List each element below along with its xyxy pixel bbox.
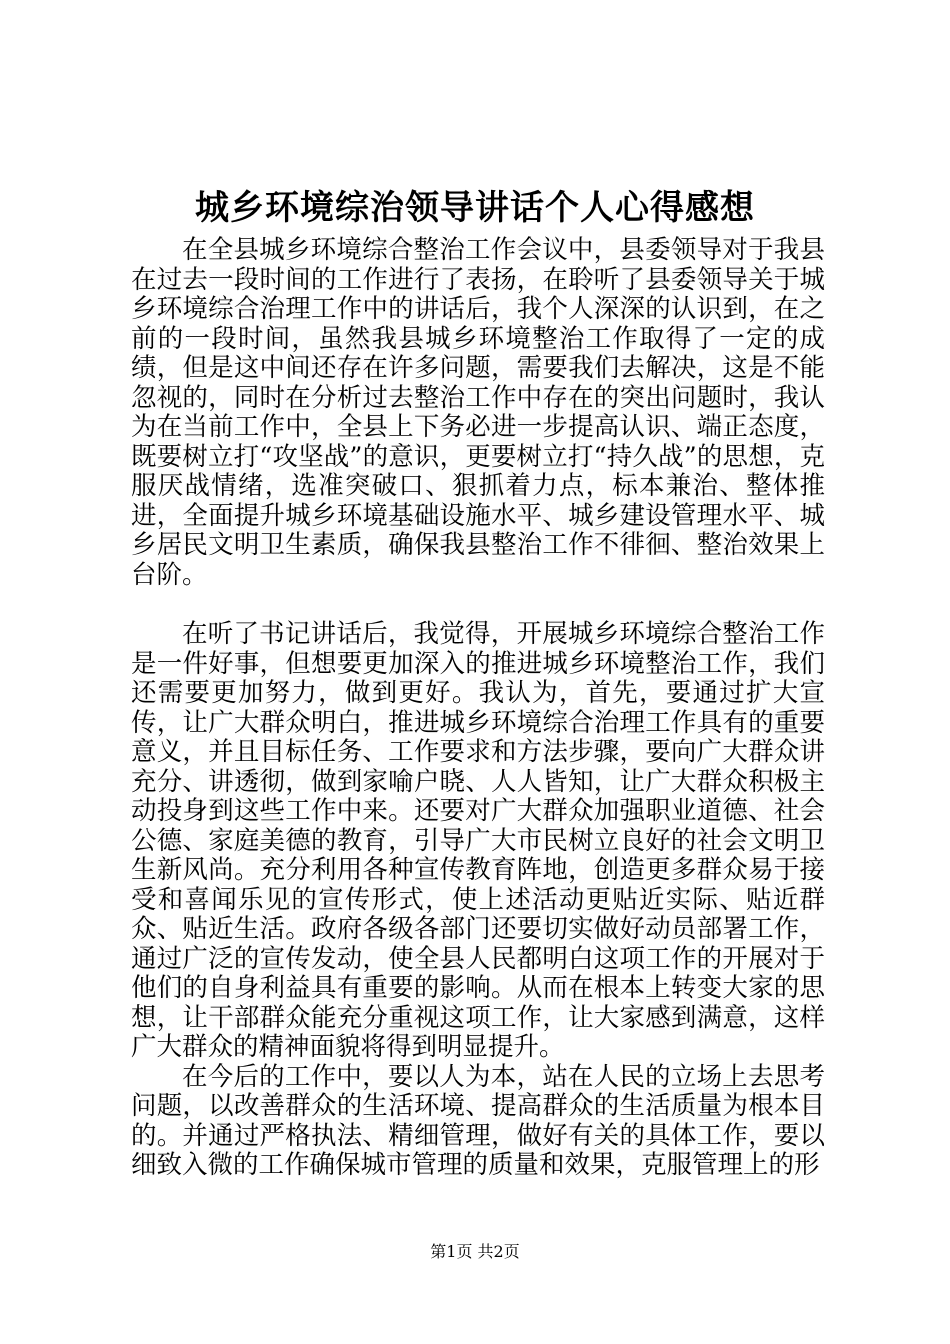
paragraph-2: 在听了书记讲话后，我觉得，开展城乡环境综合整治工作是一件好事，但想要更加深入的推进城乡环境整治工作，我们还需要更加努力，做到更好。我认为，首先，要通过扩大宣传，让广大群众明白，推进城乡环境综合治理工作具有的重要意义，并且目标任务、工作要求和方法步骤，要向广大群众讲充分、讲透彻，做到家喻户晓、人人皆知，让广大群众积极主动投身到这些工作中来。还要对广大群众加强职业道德、社会公德、家庭美德的教育，引导广大市民树立良好的社会文明卫生新风尚。充分利用各种宣传教育阵地，创造更多群众易于接受和喜闻乐见的宣传形式，使上述活动更贴近实际、贴近群众、贴近生活。政府各级各部门还要切实做好动员部署工作，通过广泛的宣传发动，使全县人民都明白这项工作的开展对于他们的自身利益具有重要的影响。从而在根本上转变大家的思想，让干部群众能充分重视这项工作，让大家感到满意，这样广大群众的精神面貌将得到明显提升。 [131,619,825,1062]
paragraph-3: 在今后的工作中，要以人为本，站在人民的立场上去思考问题，以改善群众的生活环境、提高群众的生活质量为根本目的。并通过严格执法、精细管理，做好有关的具体工作，要以细致入微的工作确保城市管理的质量和效果，克服管理上的形 [131,1061,825,1180]
document-body [131,236,825,1181]
page-number-footer: 第1页 共2页 [430,1242,520,1261]
document-title: 城乡环境综治领导讲话个人心得感想 [195,188,755,228]
paragraph-1: 在全县城乡环境综合整治工作会议中，县委领导对于我县在过去一段时间的工作进行了表扬，在聆听了县委领导关于城乡环境综合治理工作中的讲话后，我个人深深的认识到，在之前的一段时间，虽然我县城乡环境整治工作取得了一定的成绩，但是这中间还存在许多问题，需要我们去解决，这是不能忽视的，同时在分析过去整治工作中存在的突出问题时，我认为在当前工作中，全县上下务必进一步提高认识、端正态度，既要树立打“攻坚战”的意识，更要树立打“持久战”的思想，克服厌战情绪，选准突破口、狠抓着力点，标本兼治、整体推进，全面提升城乡环境基础设施水平、城乡建设管理水平、城乡居民文明卫生素质，确保我县整治工作不徘徊、整治效果上台阶。 [131,235,825,590]
